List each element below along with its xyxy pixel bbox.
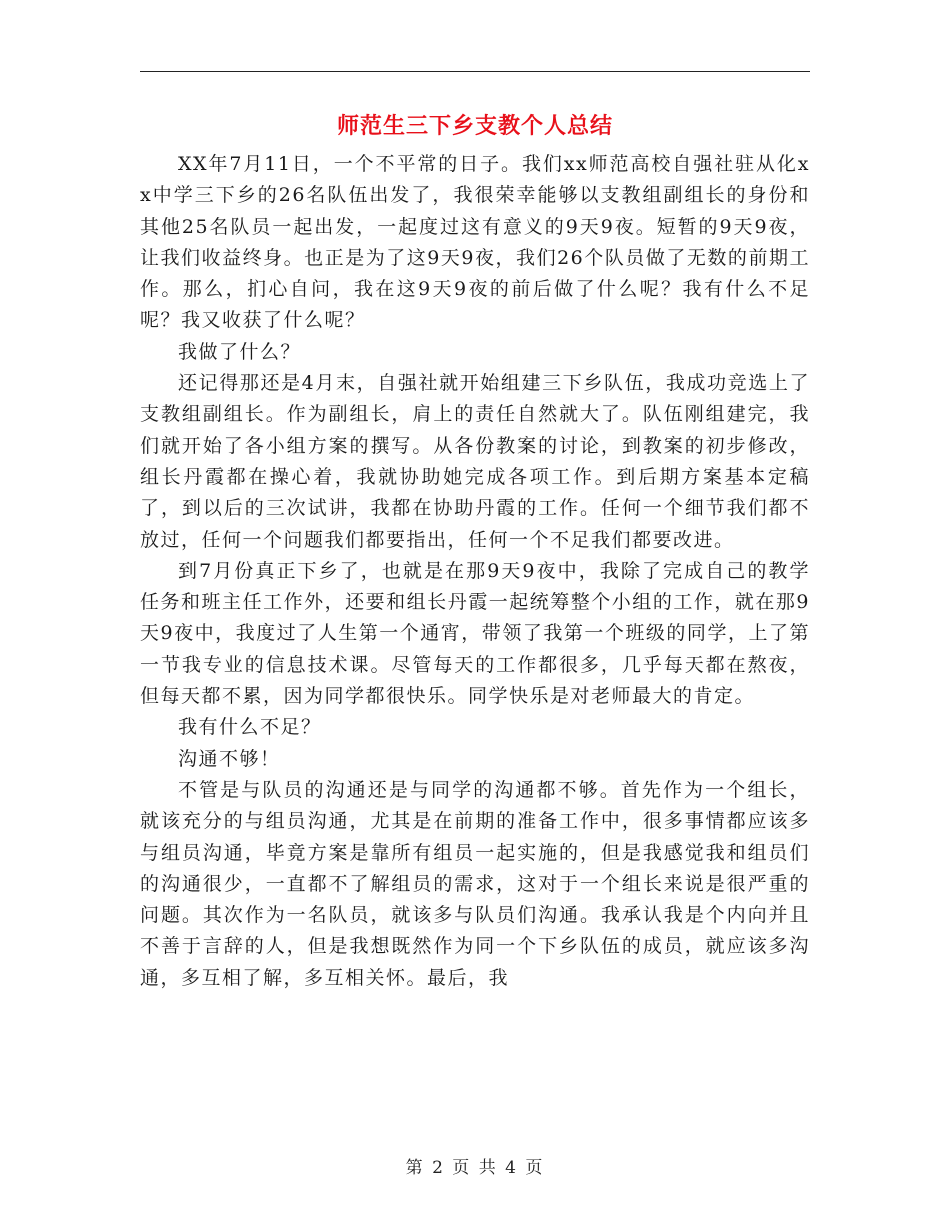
document-body — [140, 149, 810, 994]
header-rule — [140, 71, 810, 72]
document-title: 师范生三下乡支教个人总结 — [336, 113, 613, 139]
paragraph-communication: 不管是与队员的沟通还是与同学的沟通都不够。首先作为一个组长，就该充分的与组员沟通，尤其是在前期的准备工作中，很多事情都应该多与组员沟通，毕竟方案是靠所有组员一起实施的，但是我感觉我和组员们的沟通很少，一直都不了解组员的需求，这对于一个组长来说是很严重的问题。其次作为一名队员，就该多与队员们沟通。我承认我是个内向并且不善于言辞的人，但是我想既然作为同一个下乡队伍的成员，就应该多沟通，多互相了解，多互相关怀。最后，我 — [140, 778, 810, 989]
page-footer: 第 2 页 共 4 页 — [405, 1158, 545, 1178]
paragraph-preparation: 还记得那还是4月末，自强社就开始组建三下乡队伍，我成功竞选上了支教组副组长。作为副组长，肩上的责任自然就大了。队伍刚组建完，我们就开始了各小组方案的撰写。从各份教案的讨论，到教案的初步修改，组长丹霞都在操心着，我就协助她完成各项工作。到后期方案基本定稿了，到以后的三次试讲，我都在协助丹霞的工作。任何一个细节我们都不放过，任何一个问题我们都要指出，任何一个不足我们都要改进。 — [140, 372, 810, 551]
paragraph-intro: XX年7月11日，一个不平常的日子。我们xx师范高校自强社驻从化xx中学三下乡的26名队伍出发了，我很荣幸能够以支教组副组长的身份和其他25名队员一起出发，一起度过这有意义的9天9夜。短暂的9天9夜，让我们收益终身。也正是为了这9天9夜，我们26个队员做了无数的前期工作。那么，扪心自问，我在这9天9夜的前后做了什么呢？我有什么不足呢？我又收获了什么呢？ — [140, 153, 810, 332]
paragraph-question-shortcomings: 我有什么不足？ — [178, 716, 322, 739]
paragraph-during-trip: 到7月份真正下乡了，也就是在那9天9夜中，我除了完成自己的教学任务和班主任工作外，还要和组长丹霞一起统筹整个小组的工作，就在那9天9夜中，我度过了人生第一个通宵，带领了我第一个班级的同学，上了第一节我专业的信息技术课。尽管每天的工作都很多，几乎每天都在熬夜，但每天都不累，因为同学都很快乐。同学快乐是对老师最大的肯定。 — [140, 559, 810, 708]
paragraph-communication-heading: 沟通不够！ — [178, 747, 281, 770]
paragraph-question-what-i-did: 我做了什么？ — [178, 340, 302, 363]
